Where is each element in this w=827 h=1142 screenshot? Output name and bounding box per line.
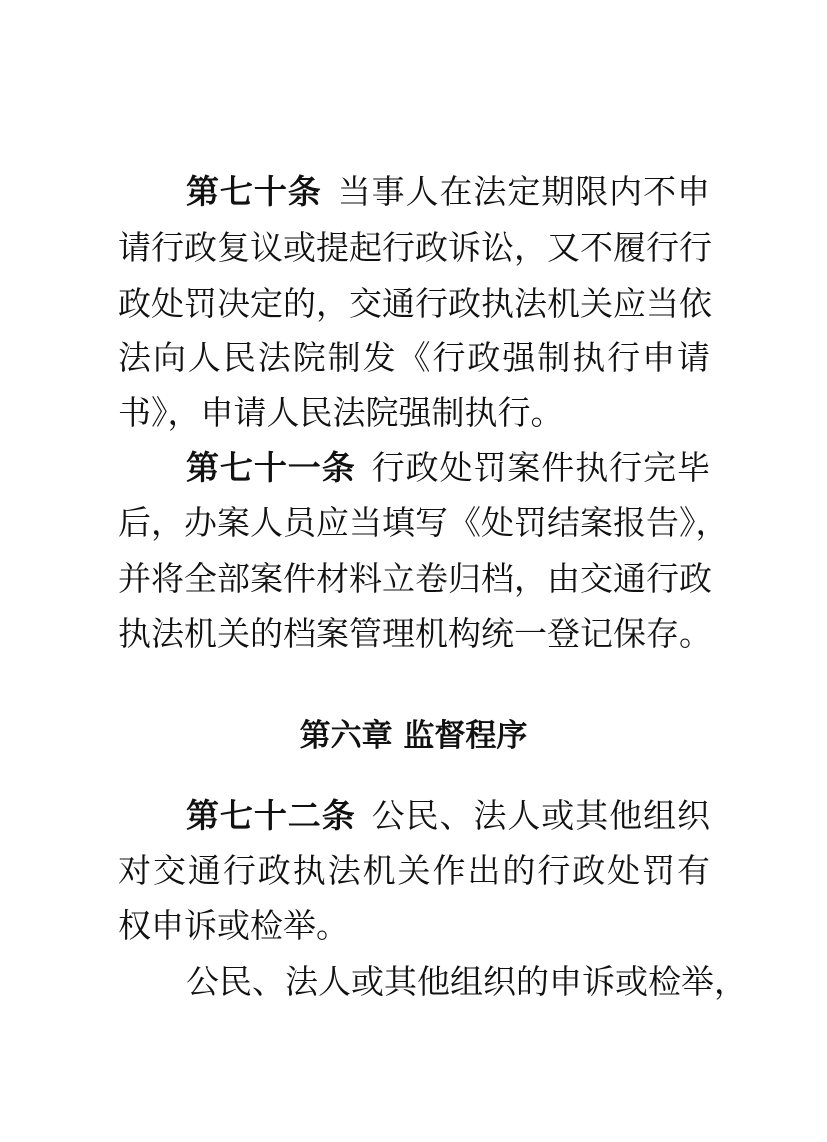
- article-71-line-4: 执法机关的档案管理机构统一登记保存。: [118, 614, 712, 653]
- article-71-title: 第七十一条: [186, 448, 356, 487]
- article-72-line-3: 权申诉或检举。: [118, 906, 349, 945]
- article-70-line-4: 法向人民法院制发《行政强制执行申请: [118, 338, 710, 377]
- article-72-title: 第七十二条: [186, 796, 356, 835]
- article-70-line-3: 政处罚决定的，交通行政执法机关应当依: [118, 284, 712, 323]
- article-70-text-1: 当事人在法定期限内不申: [337, 172, 711, 211]
- article-72-text-1: 公民、法人或其他组织: [371, 796, 711, 835]
- chapter-heading: 第六章 监督程序: [299, 718, 528, 754]
- article-71-line-1: [186, 448, 710, 488]
- article-70-line-5: 书》，申请人民法院强制执行。: [118, 393, 564, 432]
- article-71-line-3: 并将全部案件材料立卷归档，由交通行政: [118, 559, 712, 598]
- article-70-line-1: [186, 172, 710, 212]
- article-72-line-1: [186, 796, 710, 836]
- article-70-title: 第七十条: [186, 172, 322, 211]
- article-70-line-2: 请行政复议或提起行政诉讼，又不履行行: [118, 228, 712, 267]
- article-71-line-2: 后，办案人员应当填写《处罚结案报告》，: [118, 503, 729, 542]
- article-71-text-1: 行政处罚案件执行完毕: [371, 448, 711, 487]
- article-72-paragraph-2-line-1: 公民、法人或其他组织的申诉或检举，: [186, 962, 747, 1001]
- article-72-line-2: 对交通行政执法机关作出的行政处罚有: [118, 851, 710, 890]
